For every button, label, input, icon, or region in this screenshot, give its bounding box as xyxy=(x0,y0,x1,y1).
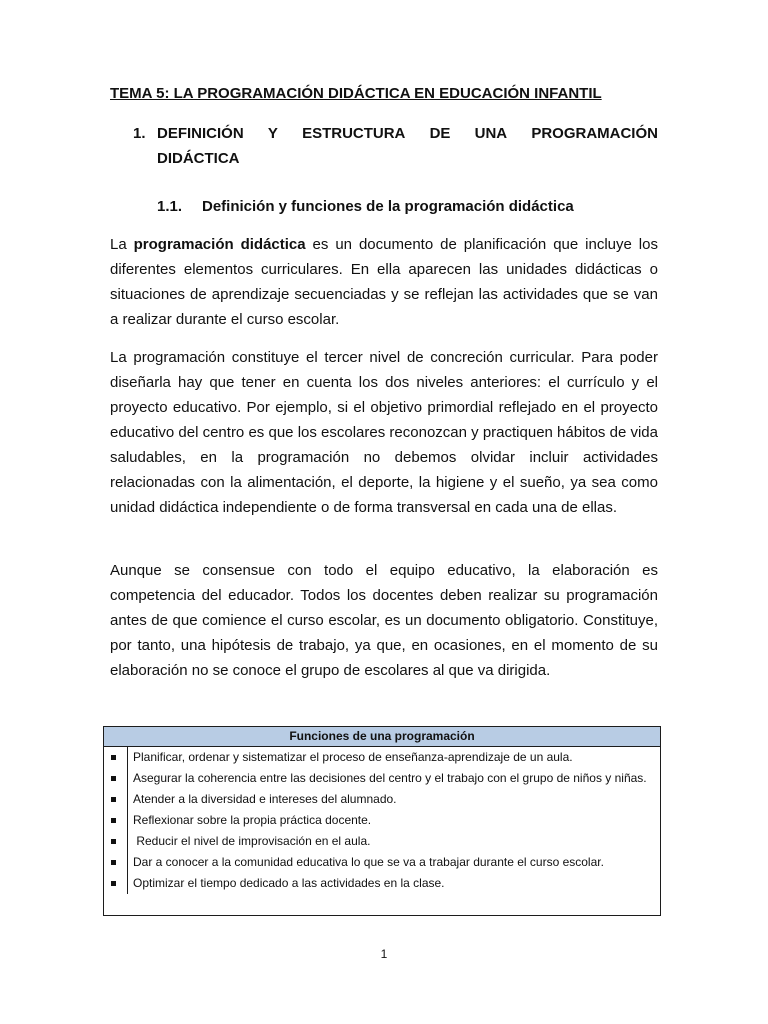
table-row xyxy=(104,789,660,810)
section-heading xyxy=(133,121,658,171)
heading-word: DEFINICIÓN xyxy=(157,125,244,142)
functions-table xyxy=(103,726,661,916)
table-row-text: Optimizar el tiempo dedicado a las actividades en la clase. xyxy=(133,876,445,890)
page-number: 1 xyxy=(380,947,388,961)
table-body xyxy=(104,747,660,894)
table-row xyxy=(104,831,660,852)
heading-word: PROGRAMACIÓN xyxy=(531,125,658,142)
section-number: 1. xyxy=(133,125,146,142)
table-header: Funciones de una programación xyxy=(104,727,660,747)
bullet-icon xyxy=(111,818,116,823)
section-heading-line2: DIDÁCTICA xyxy=(157,150,240,167)
bullet-icon xyxy=(111,839,116,844)
table-row xyxy=(104,768,660,789)
paragraph-3: Aunque se consensue con todo el equipo educativo, la elaboración es competencia del educador. Todos los docentes deben realizar su programación antes de que comience el curso escolar, es un documento obligatorio. Constituye, por tanto, una hipótesis de trabajo, ya que, en ocasiones, en el momento de su elaboración no se conoce el grupo de escolares al que va dirigida. xyxy=(110,562,658,679)
heading-word: ESTRUCTURA xyxy=(302,125,406,142)
table-row xyxy=(104,852,660,873)
bullet-icon xyxy=(111,797,116,802)
heading-word: Y xyxy=(267,125,278,142)
heading-word: UNA xyxy=(474,125,508,142)
paragraph-1-bold-term: programación didáctica xyxy=(133,236,306,253)
heading-word: DE xyxy=(429,125,451,142)
document-title: TEMA 5: LA PROGRAMACIÓN DIDÁCTICA EN EDUCACIÓN INFANTIL xyxy=(110,85,602,102)
subsection-title: Definición y funciones de la programación didáctica xyxy=(202,198,574,215)
table-row-text: Planificar, ordenar y sistematizar el proceso de enseñanza-aprendizaje de un aula. xyxy=(133,750,573,764)
table-row-text: Reducir el nivel de improvisación en el aula. xyxy=(133,834,371,848)
bullet-icon xyxy=(111,860,116,865)
paragraph-1 xyxy=(110,232,658,332)
table-row-text: Reflexionar sobre la propia práctica docente. xyxy=(133,813,372,827)
table-row xyxy=(104,747,660,768)
paragraph-1-prefix: La xyxy=(110,236,134,253)
table-row-text: Dar a conocer a la comunidad educativa lo que se va a trabajar durante el curso escolar. xyxy=(133,855,604,869)
table-row xyxy=(104,873,660,894)
bullet-icon xyxy=(111,755,116,760)
section-heading-line1 xyxy=(157,121,658,146)
subsection-number: 1.1. xyxy=(157,198,183,215)
table-row-text: Atender a la diversidad e intereses del alumnado. xyxy=(133,792,397,806)
table-row xyxy=(104,810,660,831)
paragraph-1-rest: es un documento de planificación que incluye los diferentes elementos curriculares. En ella aparecen las unidades didácticas o situaciones de aprendizaje secuenciadas y se reflejan las actividades que se van a realizar durante el curso escolar. xyxy=(110,236,658,328)
bullet-icon xyxy=(111,776,116,781)
table-row-text: Asegurar la coherencia entre las decisiones del centro y el trabajo con el grupo de niños y niñas. xyxy=(133,771,647,785)
paragraph-2: La programación constituye el tercer nivel de concreción curricular. Para poder diseñarla hay que tener en cuenta los dos niveles anteriores: el currículo y el proyecto educativo. Por ejemplo, si el objetivo primordial reflejado en el proyecto educativo del centro es que los escolares reconozcan y practiquen hábitos de vida saludables, en la programación no debemos olvidar incluir actividades relacionadas con la alimentación, el deporte, la higiene y el sueño, ya sea como unidad didáctica independiente o de forma transversal en cada una de ellas. xyxy=(110,349,658,516)
subsection-heading xyxy=(157,196,574,218)
bullet-icon xyxy=(111,881,116,886)
